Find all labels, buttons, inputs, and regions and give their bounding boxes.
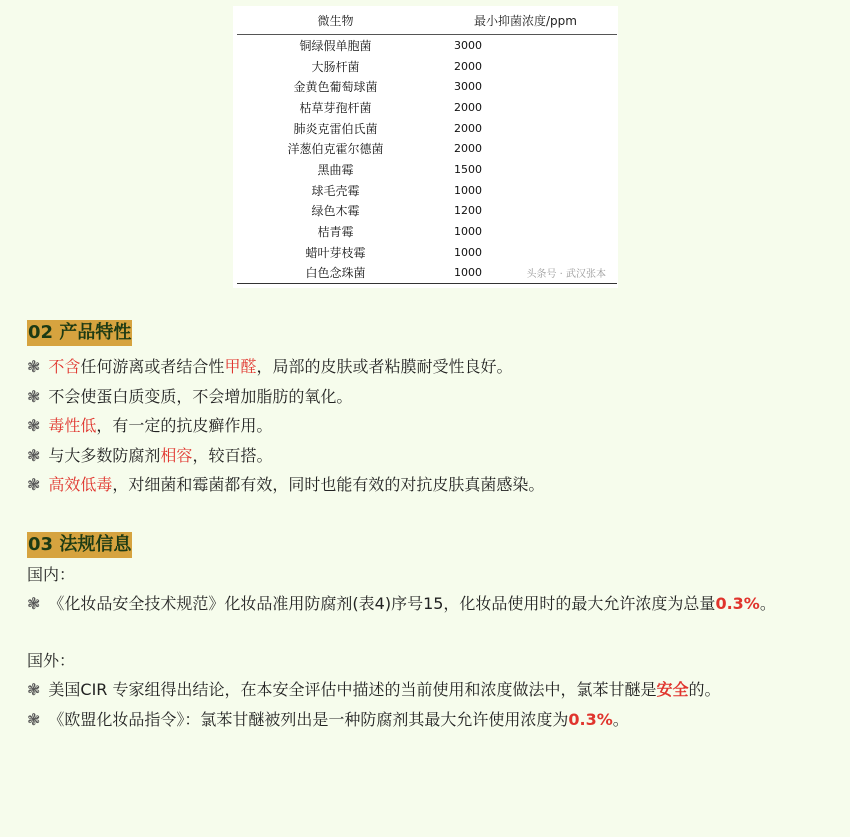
microbe-name: 金黄色葡萄球菌 <box>293 80 378 95</box>
domestic-label: 国内： <box>27 564 76 584</box>
flower-bullet-icon: ❃ <box>27 445 41 465</box>
table-row <box>237 118 617 139</box>
mic-table <box>237 6 617 284</box>
regulation-text: 的。 <box>688 680 721 699</box>
mic-value: 2000 <box>454 142 482 156</box>
microbe-name: 铜绿假单胞菌 <box>299 38 372 53</box>
article-content <box>27 318 827 734</box>
mic-value: 2000 <box>454 100 482 114</box>
table-row <box>237 138 617 159</box>
mic-value: 2000 <box>454 121 482 135</box>
section-heading-regulations: 03 法规信息 <box>27 532 132 558</box>
table-row <box>237 97 617 118</box>
mic-value: 1200 <box>454 204 482 218</box>
flower-bullet-icon: ❃ <box>27 680 41 699</box>
highlight-text: 相容 <box>160 445 193 465</box>
col-header-mic: 最小抑菌浓度/ppm <box>434 6 617 35</box>
foreign-regulation-eu <box>27 705 827 735</box>
table-row <box>237 76 617 97</box>
highlight-text: 毒性低 <box>48 416 97 435</box>
feature-bullet <box>27 382 827 412</box>
bullet-text: ，较百搭。 <box>192 445 273 465</box>
foreign-regulation-cir <box>27 675 827 705</box>
regulation-text: 。 <box>612 709 629 729</box>
microbe-name: 肺炎克雷伯氏菌 <box>293 121 378 136</box>
highlight-text: 甲醛 <box>224 357 257 376</box>
table-row <box>237 201 617 222</box>
flower-bullet-icon: ❃ <box>27 386 41 406</box>
regulation-text: 《化妆品安全技术规范》化妆品准用防腐剂(表4)序号15，化妆品使用时的最大允许浓度为总量 <box>48 594 716 613</box>
regulation-text: 。 <box>759 594 776 613</box>
feature-bullet <box>27 411 827 441</box>
feature-bullet <box>27 352 827 382</box>
regulation-text: 美国CIR 专家组得出结论，在本安全评估中描述的当前使用和浓度做法中，氯苯甘醚是 <box>48 680 657 699</box>
bullet-text: 与大多数防腐剂 <box>48 445 161 465</box>
mic-value: 3000 <box>454 80 482 94</box>
feature-bullet <box>27 470 827 500</box>
mic-table-image <box>233 6 618 288</box>
watermark-text: 头条号 · 武汉张本 <box>526 269 606 280</box>
highlight-text: 高效低毒 <box>48 475 113 494</box>
table-row <box>237 242 617 263</box>
table-row <box>237 159 617 180</box>
foreign-label: 国外： <box>27 650 76 670</box>
flower-bullet-icon: ❃ <box>27 416 41 435</box>
microbe-name: 黑曲霉 <box>317 162 354 177</box>
table-row <box>237 56 617 77</box>
microbe-name: 白色念珠菌 <box>237 263 434 284</box>
mic-value: 1000 <box>454 225 482 239</box>
regulation-text: 《欧盟化妆品指令》：氯苯甘醚被列出是一种防腐剂其最大允许使用浓度为 <box>48 709 569 729</box>
microbe-name: 蜡叶芽枝霉 <box>305 245 366 260</box>
flower-bullet-icon: ❃ <box>27 594 41 613</box>
feature-bullet <box>27 441 827 471</box>
section-heading-features: 02 产品特性 <box>27 320 132 346</box>
table-row <box>237 35 617 56</box>
bullet-text: ，局部的皮肤或者粘膜耐受性良好。 <box>256 357 513 376</box>
highlight-text: 不含 <box>48 357 81 376</box>
table-row <box>237 221 617 242</box>
bullet-text: 任何游离或者结合性 <box>80 357 225 376</box>
bullet-text: ，有一定的抗皮癣作用。 <box>96 416 273 435</box>
highlight-value: 0.3% <box>568 709 613 729</box>
mic-value: 3000 <box>454 38 482 52</box>
microbe-name: 洋葱伯克霍尔德菌 <box>287 142 384 157</box>
bullet-text: 不会使蛋白质变质，不会增加脂肪的氧化。 <box>48 386 353 406</box>
bullet-text: ，对细菌和霉菌都有效，同时也能有效的对抗皮肤真菌感染。 <box>112 475 545 494</box>
mic-value: 1500 <box>454 162 482 176</box>
microbe-name: 大肠杆菌 <box>311 59 360 74</box>
table-header-row <box>237 6 617 35</box>
flower-bullet-icon: ❃ <box>27 475 41 494</box>
mic-value: 1000 <box>454 245 482 259</box>
flower-bullet-icon: ❃ <box>27 709 41 729</box>
flower-bullet-icon: ❃ <box>27 357 41 376</box>
mic-value: 1000 <box>434 263 617 284</box>
microbe-name: 球毛壳霉 <box>311 183 360 198</box>
mic-value: 2000 <box>454 59 482 73</box>
microbe-name: 枯草芽孢杆菌 <box>299 100 372 115</box>
col-header-microbe: 微生物 <box>237 6 434 35</box>
table-row <box>237 180 617 201</box>
microbe-name: 绿色木霉 <box>311 204 360 219</box>
highlight-value: 0.3% <box>715 594 760 613</box>
microbe-name: 桔青霉 <box>317 225 354 240</box>
mic-value: 1000 <box>454 183 482 197</box>
highlight-value: 安全 <box>656 680 689 699</box>
domestic-regulation <box>27 589 827 619</box>
